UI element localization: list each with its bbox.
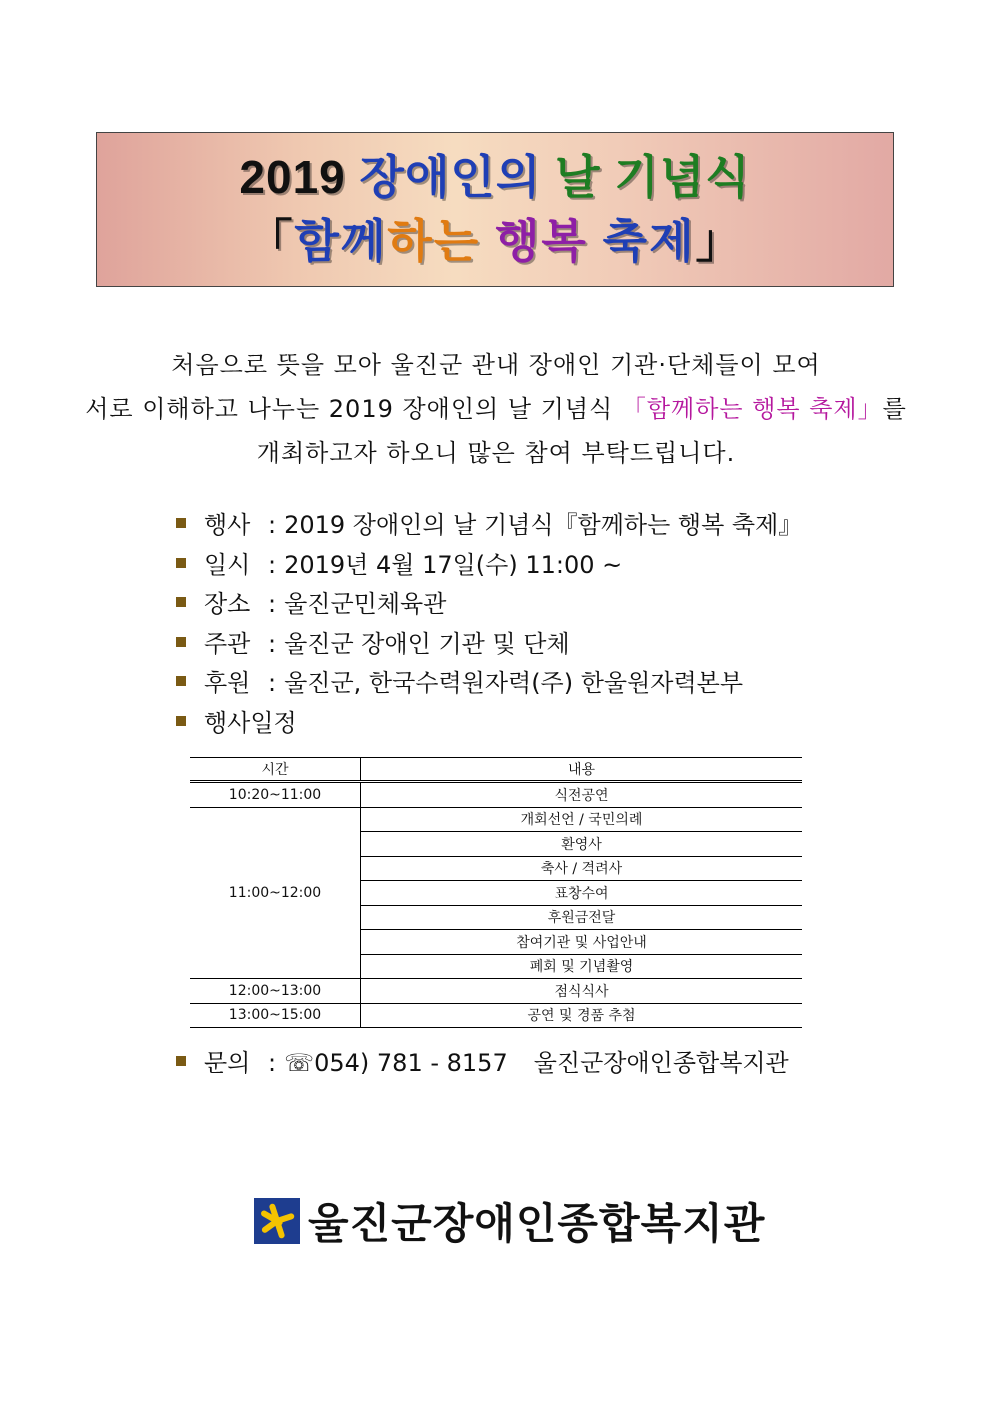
info-row-place xyxy=(176,585,896,625)
square-bullet-icon xyxy=(176,597,186,607)
intro-line-2-text: 서로 이해하고 나누는 2019 장애인의 날 기념식 xyxy=(85,395,622,423)
time-cell: 11:00~12:00 xyxy=(190,807,361,979)
title-part-b: 날 xyxy=(555,151,615,203)
colon-separator: : xyxy=(268,550,277,579)
content-cell: 후원금전달 xyxy=(361,905,803,930)
colon-separator: : xyxy=(268,1049,277,1077)
info-label: 장소 xyxy=(204,590,251,618)
content-cell: 축사 / 격려사 xyxy=(361,856,803,881)
info-value: 울진군 장애인 기관 및 단체 xyxy=(284,629,570,658)
contact-phone: ☏054) 781 - 8157 xyxy=(284,1049,508,1077)
intro-line-2-suffix: 를 xyxy=(882,395,907,423)
content-cell: 개회선언 / 국민의례 xyxy=(361,807,803,832)
festival-line xyxy=(97,209,893,273)
content-cell: 폐회 및 기념촬영 xyxy=(361,954,803,979)
square-bullet-icon xyxy=(176,676,186,686)
title-part-a: 장애인의 xyxy=(359,151,556,203)
festival-word-1: 함께 xyxy=(294,215,388,267)
info-label: 일시 xyxy=(204,550,251,579)
title-line xyxy=(97,145,893,209)
table-row xyxy=(190,979,802,1004)
festival-word-4: 축제 xyxy=(602,215,696,267)
event-info-list xyxy=(176,506,896,743)
square-bullet-icon xyxy=(176,558,186,568)
content-cell: 공연 및 경품 추첨 xyxy=(361,1003,803,1028)
intro-line-1: 처음으로 뜻을 모아 울진군 관내 장애인 기관·단체들이 모여 xyxy=(171,351,821,379)
colon-separator: : xyxy=(268,590,277,618)
content-cell: 점식식사 xyxy=(361,979,803,1004)
info-value: 울진군, 한국수력원자력(주) 한울원자력본부 xyxy=(284,669,744,697)
info-label: 주관 xyxy=(204,629,251,658)
contact-label: 문의 xyxy=(204,1049,251,1077)
time-cell: 10:20~11:00 xyxy=(190,782,361,808)
content-cell: 환영사 xyxy=(361,832,803,857)
schedule-heading: 행사일정 xyxy=(204,708,297,737)
table-header-row xyxy=(190,758,802,782)
festival-word-3: 행복 xyxy=(495,215,603,267)
footer-logo xyxy=(254,1195,765,1247)
info-row-sponsor xyxy=(176,664,896,704)
square-bullet-icon xyxy=(176,637,186,647)
table-row xyxy=(190,782,802,808)
header-content: 내용 xyxy=(361,758,803,782)
info-value: 2019 장애인의 날 기념식『함께하는 행복 축제』 xyxy=(284,511,803,539)
content-cell: 참여기관 및 사업안내 xyxy=(361,930,803,955)
info-label: 후원 xyxy=(204,669,251,697)
info-value: 울진군민체육관 xyxy=(284,590,447,618)
time-cell: 13:00~15:00 xyxy=(190,1003,361,1028)
colon-separator: : xyxy=(268,629,277,658)
time-cell: 12:00~13:00 xyxy=(190,979,361,1004)
intro-line-3: 개최하고자 하오니 많은 참여 부탁드립니다. xyxy=(256,439,736,467)
festival-close-bracket: 」 xyxy=(695,215,744,267)
intro-paragraph xyxy=(60,343,932,475)
festival-open-bracket: 「 xyxy=(246,215,295,267)
header-time: 시간 xyxy=(190,758,361,782)
schedule-table xyxy=(190,757,802,1028)
info-row-organizer xyxy=(176,625,896,665)
schedule-heading-row xyxy=(176,704,896,744)
intro-line-2 xyxy=(60,387,932,431)
colon-separator: : xyxy=(268,511,277,539)
table-row xyxy=(190,807,802,832)
festival-word-2: 하는 xyxy=(387,215,495,267)
square-bullet-icon xyxy=(176,716,186,726)
square-bullet-icon xyxy=(176,1056,186,1066)
star-logo-icon xyxy=(254,1198,300,1244)
info-row-date xyxy=(176,546,896,586)
title-part-c: 기념식 xyxy=(614,151,751,203)
content-cell: 식전공연 xyxy=(361,782,803,808)
contact-row xyxy=(176,1043,789,1083)
square-bullet-icon xyxy=(176,518,186,528)
title-banner xyxy=(96,132,894,287)
info-label: 행사 xyxy=(204,511,251,539)
info-row-event xyxy=(176,506,896,546)
colon-separator: : xyxy=(268,669,277,697)
table-row xyxy=(190,1003,802,1028)
info-value: 2019년 4월 17일(수) 11:00 ~ xyxy=(284,550,623,579)
intro-highlight: 「함께하는 행복 축제」 xyxy=(621,395,883,423)
content-cell: 표창수여 xyxy=(361,881,803,906)
contact-org: 울진군장애인종합복지관 xyxy=(533,1049,789,1077)
title-year: 2019 xyxy=(239,151,360,203)
footer-org-name: 울진군장애인종합복지관 xyxy=(308,1199,766,1248)
